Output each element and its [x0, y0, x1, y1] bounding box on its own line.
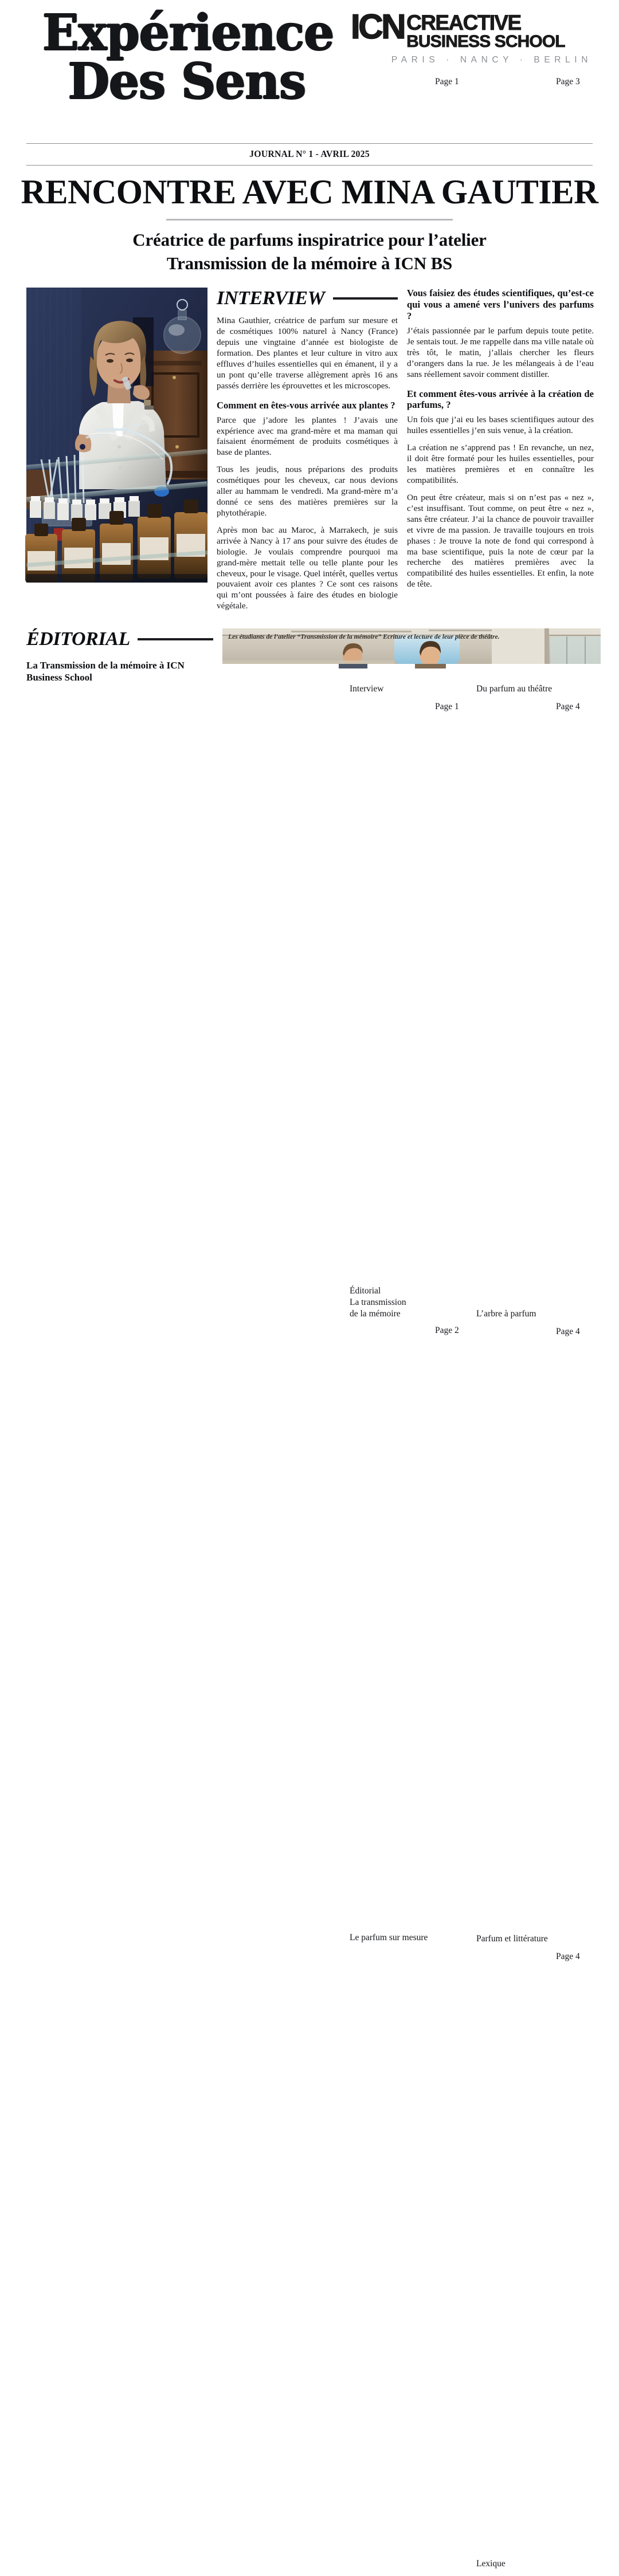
editorial-section-rule — [138, 638, 213, 640]
editorial-column — [26, 628, 213, 683]
index-item-parfum-sur-mesure[interactable] — [350, 1325, 471, 1944]
index-item-label-main: Éditorial — [350, 1286, 381, 1296]
masthead-title-line-2 — [26, 53, 346, 111]
index-item-page: Page 1 — [435, 701, 459, 711]
interview-answer-3-p3: On peut être créateur, mais si on n’est pas « nez », c’est insuffisant. Tout comme, on peut être « nez », sans être créateur. J’ai la chance de pouvoir travailler et vivre de ma passion. Je travaille toujours en trois phases : Je trouve la note de fond qui correspond à ma base scientifique, puis la note de cœur par la recherche des matières premières avec la compatibilité des huiles essentielles. Et enfin, la note de tête. — [407, 492, 594, 589]
index-item-arbre-a-parfum[interactable] — [476, 701, 591, 1320]
index-item-editorial[interactable] — [350, 701, 471, 1320]
interview-question-3: Et comment êtes-vous arrivée à la création de parfums, ? — [407, 388, 594, 411]
index-item-lexique[interactable] — [476, 1951, 591, 2570]
icn-logo-creactive: CREACTIVE — [406, 11, 521, 34]
interview-intro-paragraph: Mina Gauthier, créatrice de parfum sur mesure et de cosmétiques 100% naturel à Nancy (France) depuis une vingtaine d’année est biologiste de formation. Des plantes et leur culture in vitro aux effluves d’huiles essentielles qui en émanent, il y a un pont qu’elle traverse allègrement après 16 ans passés derrière les éprouvettes et les microscopes. — [217, 316, 398, 391]
page-subtitle-line-1: Créatrice de parfums inspiratrice pour l’atelier — [132, 230, 487, 250]
photo-column — [26, 288, 207, 618]
interview-section-title: INTERVIEW — [217, 288, 325, 309]
interview-question-1: Comment en êtes-vous arrivée aux plantes ? — [217, 399, 395, 411]
icn-logo-cities: PARIS · NANCY · BERLIN — [391, 54, 592, 65]
editorial-subtitle: La Transmission de la mémoire à ICN Business School — [26, 660, 185, 683]
icn-logo-mark: ICN — [351, 7, 405, 46]
index-item-label — [350, 1285, 435, 1319]
masthead-right-block — [346, 8, 593, 2576]
page-subtitle-line-2: Transmission de la mémoire à ICN BS — [166, 253, 453, 273]
interview-answer-1-p1: Parce que j’adore les plantes ! J’avais une expérience avec ma grand-mère et ma maman qui faisaient énormément de produits cosmétiques à base de plantes. — [217, 415, 398, 458]
students-photo-caption: Les étudiants de l’atelier “Transmission de la mémoire” Ecriture et lecture de leur pièce de théâtre. — [228, 633, 500, 641]
perfumer-photo-illustration — [26, 288, 207, 583]
masthead-title-block — [26, 4, 346, 111]
interview-answer-1-p2: Tous les jeudis, nous préparions des produits cosmétiques pour les cheveux, car nous devions aller au hammam le vendredi. Ma grand-mère m’a donné ce sens des matières premières sur la phytothérapie. — [217, 465, 398, 518]
index-item-page: Page 1 — [435, 76, 459, 86]
index-item-page: Page 4 — [556, 1951, 580, 1961]
interview-question-2: Vous faisiez des études scientifiques, qu’est-ce qui vous a amené vers l’univers des parfums ? — [407, 288, 594, 322]
masthead-title-line-1 — [26, 4, 346, 62]
icn-logo — [351, 7, 593, 65]
index-item-label: Du parfum au théâtre — [476, 683, 553, 694]
masthead-title-line-2-text: Des Sens — [68, 53, 306, 111]
index-item-label: L’arbre à parfum — [476, 1308, 536, 1319]
index-column-left — [350, 76, 471, 2576]
masthead-title-line-1-text: Expérience — [42, 4, 334, 62]
icn-logo-row — [351, 7, 593, 52]
index-item-label-sub2: de la mémoire — [350, 1308, 401, 1319]
students-photo — [222, 628, 593, 664]
editorial-section-header — [26, 628, 213, 650]
index-item-parfum-et-litterature[interactable] — [476, 1326, 591, 1945]
index-item-interview[interactable] — [350, 76, 471, 695]
interview-answer-2-p1: J’étais passionnée par le parfum depuis toute petite. Je sentais tout. Je me rappelle dans ma ville natale où très tôt, le matin, j’allais chercher les fleurs d’orangers dans la rue. Je les mélangeais à de l’eau sans réellement savoir comment distiller. — [407, 325, 594, 379]
index-item-label: Interview — [350, 683, 384, 694]
page-title: RENCONTRE AVEC MINA GAUTIER — [21, 173, 598, 211]
perfumer-photo — [26, 288, 207, 583]
interview-answer-3-p2: La création ne s’apprend pas ! En revanche, un nez, il doit être formaté pour les huiles essentielles, pour les matières premières et en connaître les compatibilités. — [407, 443, 594, 485]
index-item-page: Page 2 — [435, 1325, 459, 1335]
index-item-page: Page 4 — [556, 701, 580, 711]
icn-logo-words — [404, 13, 565, 51]
icn-logo-business-school: BUSINESS SCHOOL — [406, 32, 565, 52]
index-item-label: Parfum et littérature — [476, 1933, 548, 1944]
index-item-du-parfum-au-theatre[interactable] — [476, 76, 591, 695]
interview-answer-1-p3: Après mon bac au Maroc, à Marrakech, je suis arrivée à Nancy à 17 ans pour suivre des études de biologie. Je voulais comprendre pourquoi ma grand-mère mettait telle ou telle plante pour les cheveux, pour le visage. Quel intérêt, quelles vertus pouvaient avoir ces plantes ? Ce sont ces raisons qui m’ont poussées à faire des études en biologie végétale. — [217, 525, 398, 611]
interview-answer-3-p1: Un fois que j’ai eu les bases scientifiques autour des huiles essentielles j’en suis venue, à la création. — [407, 415, 594, 436]
index-column-right — [471, 76, 591, 2576]
index-item-label: Lexique — [476, 2558, 506, 2569]
index-item-page: Page 3 — [556, 76, 580, 86]
issue-line: JOURNAL N° 1 - AVRIL 2025 — [249, 148, 370, 159]
index-item-label-sub1: La transmission — [350, 1297, 406, 1307]
index-table — [350, 76, 593, 2576]
editorial-section-title: ÉDITORIAL — [26, 628, 130, 650]
index-item-label: Le parfum sur mesure — [350, 1932, 428, 1942]
index-item-page: Page 4 — [556, 1326, 580, 1336]
